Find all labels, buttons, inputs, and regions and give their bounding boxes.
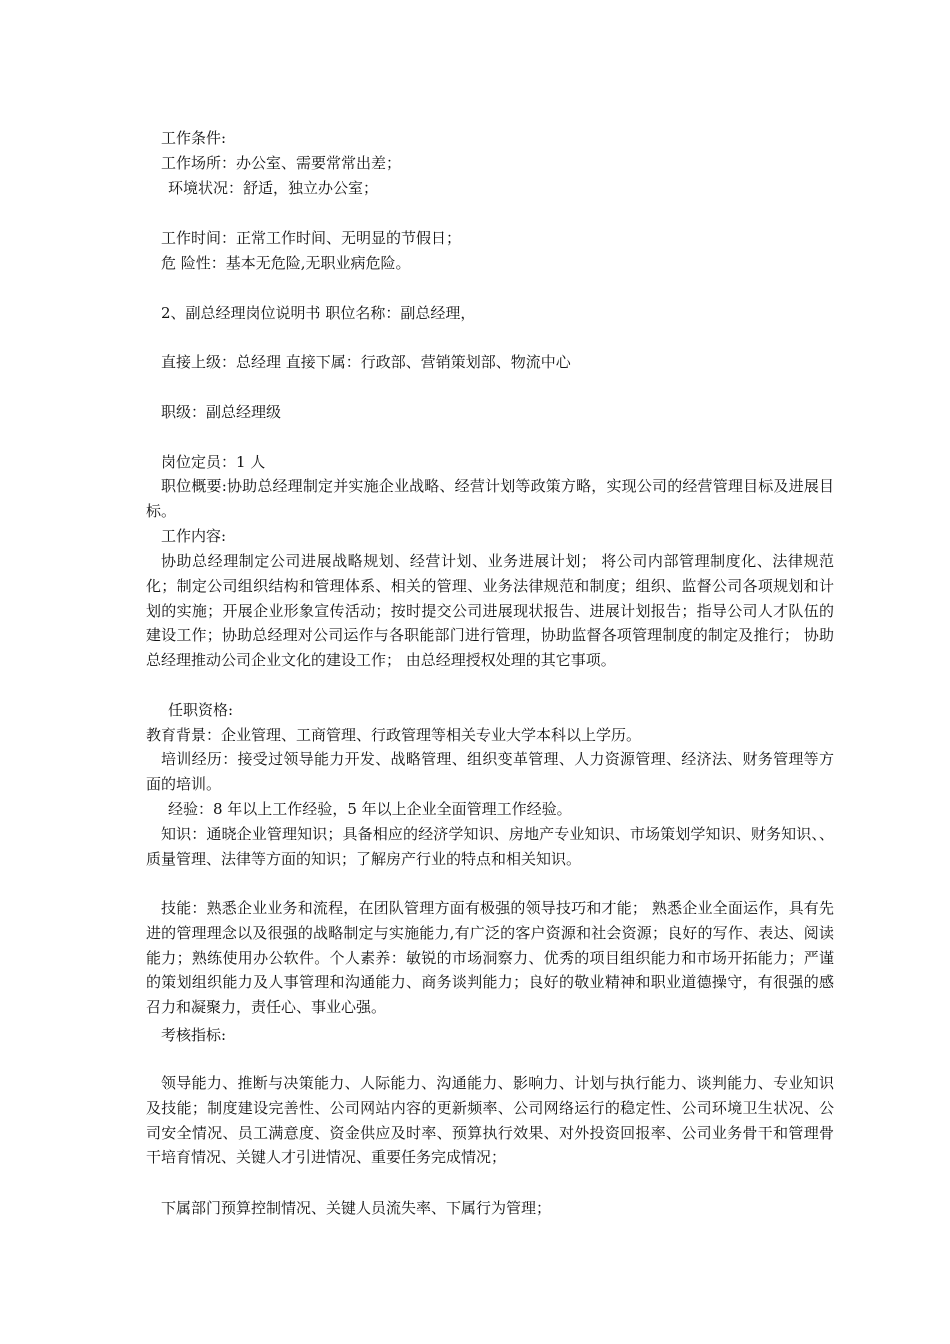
subordinate-kpi-line: 下属部门预算控制情况、关键人员流失率、下属行为管理； [161, 1199, 552, 1217]
skills-paragraph [146, 896, 834, 1020]
kpi-heading: 考核指标: [161, 1026, 227, 1044]
duties-text: 协助总经理制定公司进展战略规划、经营计划、业务进展计划； 将公司内部管理制度化、法律规范化；制定公司组织结构和管理体系、相关的管理、业务法律规范和制度；组织、监督公司各项规划和计划的实施；开展企业形象宣传活动；按时提交公司进展现状报告、进展计划报告；指导公司人才队伍的建设工作；协助总经理对公司运作与各职能部门进行管理，协助监督各项管理制度的制定及推行； 协助总经理推动公司企业文化的建设工作； 由总经理授权处理的其它事项。 [146, 552, 834, 670]
knowledge-text: 知识：通晓企业管理知识；具备相应的经济学知识、房地产专业知识、市场策划学知识、财务知识、、质量管理、法律等方面的知识；了解房产行业的特点和相关知识。 [146, 825, 834, 868]
overview-text: 职位概要:协助总经理制定并实施企业战略、经营计划等政策方略，实现公司的经营管理目标及进展目标。 [146, 477, 834, 520]
work-conditions-heading: 工作条件: [161, 129, 227, 147]
qualifications-heading: 任职资格: [168, 701, 234, 719]
kpi-paragraph [146, 1071, 834, 1170]
overview-paragraph [146, 474, 834, 524]
kpi-text: 领导能力、推断与决策能力、人际能力、沟通能力、影响力、计划与执行能力、谈判能力、专业知识及技能；制度建设完善性、公司网站内容的更新频率、公司网络运行的稳定性、公司环境卫生状况、公司安全情况、员工满意度、资金供应及时率、预算执行效果、对外投资回报率、公司业务骨干和管理骨干培育情况、关键人才引进情况、重要任务完成情况； [146, 1074, 834, 1167]
skills-text: 技能：熟悉企业业务和流程，在团队管理方面有极强的领导技巧和才能； 熟悉企业全面运作，具有先进的管理理念以及很强的战略制定与实施能力,有广泛的客户资源和社会资源；良好的写作、表达、阅读能力；熟练使用办公软件。个人素养：敏锐的市场洞察力、优秀的项目组织能力和市场开拓能力；严谨的策划组织能力及人事管理和沟通能力、商务谈判能力；良好的敬业精神和职业道德操守，有很强的感召力和凝聚力，责任心、事业心强。 [146, 899, 834, 1017]
section-title: 2、副总经理岗位说明书 职位名称：副总经理， [161, 304, 476, 322]
education-line: 教育背景：企业管理、工商管理、行政管理等相关专业大学本科以上学历。 [146, 726, 642, 744]
headcount-line: 岗位定员：1 人 [161, 453, 266, 471]
work-location-line: 工作场所：办公室、需要常常出差； [161, 154, 402, 172]
duties-heading: 工作内容: [161, 527, 227, 545]
work-time-line: 工作时间：正常工作时间、无明显的节假日； [161, 229, 462, 247]
knowledge-paragraph [146, 822, 834, 872]
duties-paragraph [146, 549, 834, 673]
experience-line: 经验：8 年以上工作经验，5 年以上企业全面管理工作经验。 [168, 800, 572, 818]
training-text: 培训经历：接受过领导能力开发、战略管理、组织变革管理、人力资源管理、经济法、财务管理等方面的培训。 [146, 750, 834, 793]
reporting-line: 直接上级：总经理 直接下属：行政部、营销策划部、物流中心 [161, 353, 571, 371]
environment-line: 环境状况：舒适，独立办公室； [168, 179, 379, 197]
training-paragraph [146, 747, 834, 797]
grade-line: 职级：副总经理级 [161, 403, 282, 421]
hazard-line: 危 险性：基本无危险,无职业病危险。 [161, 254, 411, 272]
